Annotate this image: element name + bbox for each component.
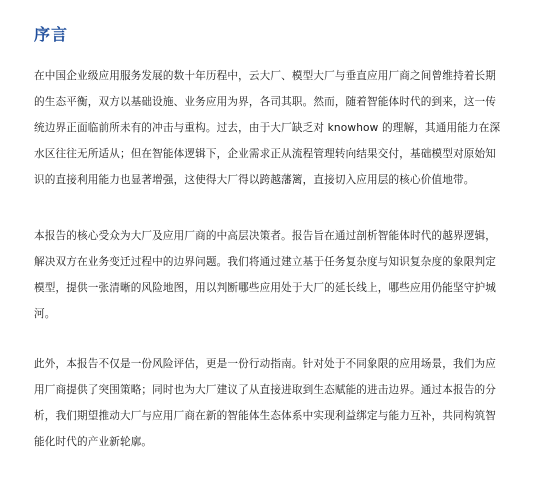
paragraph-line: 此外，本报告不仅是一份风险评估，更是一份行动指南。针对处于不同象限的应用场景，我们为应 xyxy=(34,358,496,370)
paragraph-intro xyxy=(34,63,514,193)
paragraph-line: 模型，提供一张清晰的风险地图，用以判断哪些应用处于大厂的延长线上，哪些应用仍能坚守护城 xyxy=(34,282,496,294)
paragraph-line: 的生态平衡，双方以基础设施、业务应用为界，各司其职。然而，随着智能体时代的到来，这一传 xyxy=(34,96,496,108)
paragraph-line: 析，我们期望推动大厂与应用厂商在新的智能体生态体系中实现利益绑定与能力互补，共同构筑智 xyxy=(34,410,496,422)
paragraph-line: 河。 xyxy=(34,308,56,320)
paragraph-line: 解决双方在业务变迁过程中的边界问题。我们将通过建立基于任务复杂度与知识复杂度的象限判定 xyxy=(34,256,496,268)
paragraph-line: 本报告的核心受众为大厂及应用厂商的中高层决策者。报告旨在通过剖析智能体时代的越界逻辑， xyxy=(34,230,496,242)
paragraph-guidance xyxy=(34,351,514,455)
paragraph-line: 识的直接利用能力也显著增强，这使得大厂得以跨越藩篱，直接切入应用层的核心价值地带。 xyxy=(34,174,475,186)
paragraph-line: 能化时代的产业新轮廓。 xyxy=(34,436,153,448)
paragraph-line: 用厂商提供了突围策略；同时也为大厂建议了从直接进取到生态赋能的进击边界。通过本报告的分 xyxy=(34,384,496,396)
paragraph-line: 水区往往无所适从；但在智能体逻辑下，企业需求正从流程管理转向结果交付，基础模型对原始知 xyxy=(34,148,496,160)
paragraph-line: 统边界正面临前所未有的冲击与重构。过去，由于大厂缺乏对 knowhow 的理解，其通用能力在深 xyxy=(34,122,501,134)
paragraph-audience xyxy=(34,223,514,327)
paragraph-line: 在中国企业级应用服务发展的数十年历程中，云大厂、模型大厂与垂直应用厂商之间曾维持着长期 xyxy=(34,70,496,82)
section-title: 序言 xyxy=(34,25,69,44)
